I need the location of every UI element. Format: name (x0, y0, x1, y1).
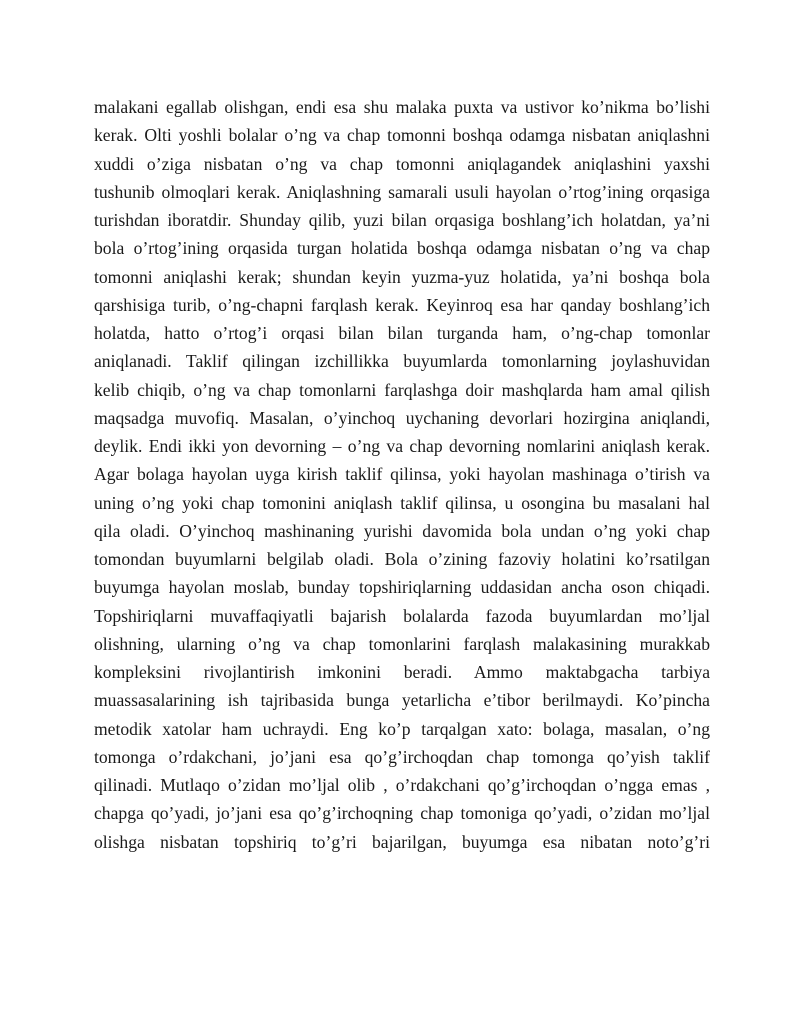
text-line: kompleksini rivojlantirish imkonini beradi. Ammo maktabgacha tarbiya (94, 662, 710, 682)
text-line: deylik. Endi ikki yon devorning – o’ng va chap devorning nomlarini aniqlash kerak. (94, 436, 710, 456)
text-line: aniqlanadi. Taklif qilingan izchillikka buyumlarda tomonlarning joylashuvidan (94, 351, 710, 372)
text-line: qarshisiga turib, o’ng-chapni farqlash kerak. Keyinroq esa har qanday boshlang’ich (94, 294, 710, 315)
text-line: tomonga o’rdakchani, jo’jani esa qo’g’irchoqdan chap tomonga qo’yish taklif (94, 746, 710, 767)
text-line: malakani egallab olishgan, endi esa shu malaka puxta va ustivor ko’nikma bo’lishi (94, 97, 710, 117)
text-line: qila oladi. O’yinchoq mashinaning yurishi davomida bola undan o’ng yoki chap (94, 520, 710, 541)
text-line: holatda, hatto o’rtog’i orqasi bilan bilan turganda ham, o’ng-chap tomonlar (94, 323, 710, 343)
text-line: uning o’ng yoki chap tomonini aniqlash taklif qilinsa, u osongina bu masalani hal (94, 492, 710, 513)
body-text (94, 93, 710, 856)
text-line: metodik xatolar ham uchraydi. Eng ko’p tarqalgan xato: bolaga, masalan, o’ng (94, 718, 710, 739)
text-line: olishning, ularning o’ng va chap tomonlarini farqlash malakasining murakkab (94, 633, 710, 654)
text-line: muassasalarining ish tajribasida bunga yetarlicha e’tibor berilmaydi. Ko’pincha (94, 690, 710, 711)
text-line: kelib chiqib, o’ng va chap tomonlarni farqlashga doir mashqlarda ham amal qilish (94, 379, 710, 400)
text-line: qilinadi. Mutlaqo o’zidan mo’ljal olib , o’rdakchani qo’g’irchoqdan o’ngga emas , (94, 775, 710, 795)
text-line: chapga qo’yadi, jo’jani esa qo’g’irchoqning chap tomoniga qo’yadi, o’zidan mo’ljal (94, 803, 710, 824)
text-line: maqsadga muvofiq. Masalan, o’yinchoq uychaning devorlari hozirgina aniqlandi, (94, 407, 710, 428)
text-line: xuddi o’ziga nisbatan o’ng va chap tomonni aniqlagandek aniqlashini yaxshi (94, 153, 710, 174)
text-line: olishga nisbatan topshiriq to’g’ri bajarilgan, buyumga esa nibatan noto’g’ri (94, 831, 710, 852)
text-line: tomondan buyumlarni belgilab oladi. Bola o’zining fazoviy holatini ko’rsatilgan (94, 549, 710, 569)
text-line: Topshiriqlarni muvaffaqiyatli bajarish bolalarda fazoda buyumlardan mo’ljal (94, 605, 710, 626)
text-line: Agar bolaga hayolan uyga kirish taklif qilinsa, yoki hayolan mashinaga o’tirish va (94, 464, 710, 485)
text-line: buyumga hayolan moslab, bunday topshiriqlarning uddasidan ancha oson chiqadi. (94, 577, 710, 598)
text-line: kerak. Olti yoshli bolalar o’ng va chap tomonni boshqa odamga nisbatan aniqlashni (94, 125, 710, 146)
text-line: tushunib olmoqlari kerak. Aniqlashning samarali usuli hayolan o’rtog’ining orqasiga (94, 181, 710, 202)
text-line: bola o’rtog’ining orqasida turgan holatida boshqa odamga nisbatan o’ng va chap (94, 238, 710, 259)
text-line: turishdan iboratdir. Shunday qilib, yuzi bilan orqasiga boshlang’ich holatdan, ya’ni (94, 210, 710, 230)
text-line: tomonni aniqlashi kerak; shundan keyin yuzma-yuz holatida, ya’ni boshqa bola (94, 266, 710, 287)
